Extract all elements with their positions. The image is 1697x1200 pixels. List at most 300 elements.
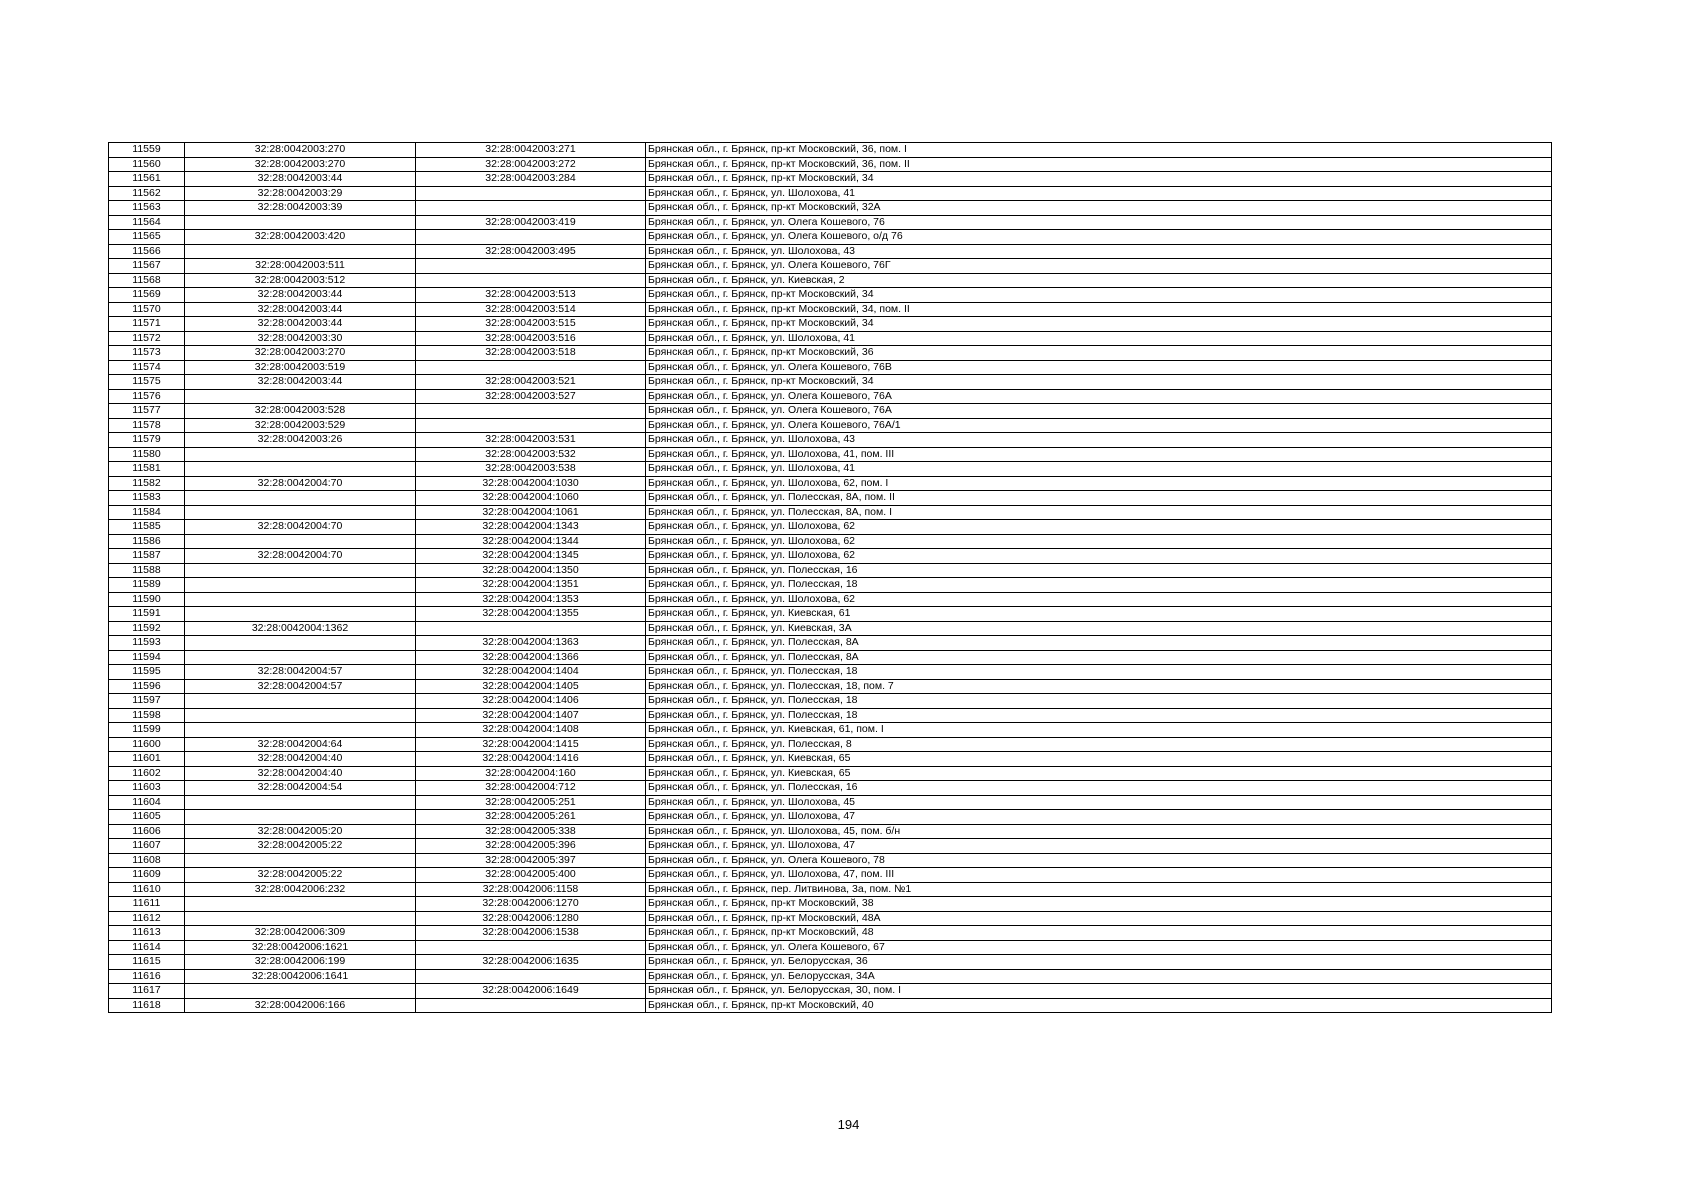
- table-body: [109, 143, 1552, 1013]
- table-row: [109, 636, 1552, 651]
- land-cadastral-number-cell: 32:28:0042006:309: [185, 926, 416, 941]
- land-cadastral-number-cell: 32:28:0042003:270: [185, 143, 416, 158]
- row-number-cell: 11602: [109, 766, 185, 781]
- object-cadastral-number-cell: [416, 201, 646, 216]
- object-cadastral-number-cell: [416, 940, 646, 955]
- row-number-cell: 11615: [109, 955, 185, 970]
- address-cell: Брянская обл., г. Брянск, ул. Киевская, 3А: [646, 621, 1552, 636]
- address-cell: Брянская обл., г. Брянск, ул. Полесская, 8А, пом. II: [646, 491, 1552, 506]
- table-row: [109, 737, 1552, 752]
- address-cell: Брянская обл., г. Брянск, ул. Шолохова, 43: [646, 244, 1552, 259]
- address-cell: Брянская обл., г. Брянск, пр-кт Московский, 34: [646, 172, 1552, 187]
- row-number-cell: 11596: [109, 679, 185, 694]
- land-cadastral-number-cell: 32:28:0042004:40: [185, 766, 416, 781]
- object-cadastral-number-cell: [416, 621, 646, 636]
- land-cadastral-number-cell: [185, 897, 416, 912]
- address-cell: Брянская обл., г. Брянск, ул. Полесская, 18: [646, 708, 1552, 723]
- object-cadastral-number-cell: 32:28:0042003:271: [416, 143, 646, 158]
- table-row: [109, 853, 1552, 868]
- row-number-cell: 11588: [109, 563, 185, 578]
- object-cadastral-number-cell: 32:28:0042004:1350: [416, 563, 646, 578]
- row-number-cell: 11597: [109, 694, 185, 709]
- land-cadastral-number-cell: 32:28:0042006:232: [185, 882, 416, 897]
- land-cadastral-number-cell: [185, 244, 416, 259]
- land-cadastral-number-cell: 32:28:0042004:57: [185, 679, 416, 694]
- object-cadastral-number-cell: 32:28:0042005:261: [416, 810, 646, 825]
- object-cadastral-number-cell: [416, 186, 646, 201]
- object-cadastral-number-cell: 32:28:0042005:397: [416, 853, 646, 868]
- table-row: [109, 534, 1552, 549]
- object-cadastral-number-cell: 32:28:0042003:521: [416, 375, 646, 390]
- row-number-cell: 11582: [109, 476, 185, 491]
- row-number-cell: 11562: [109, 186, 185, 201]
- address-cell: Брянская обл., г. Брянск, ул. Полесская, 8А: [646, 636, 1552, 651]
- land-cadastral-number-cell: [185, 563, 416, 578]
- address-cell: Брянская обл., г. Брянск, ул. Олега Кошевого, 76В: [646, 360, 1552, 375]
- land-cadastral-number-cell: 32:28:0042004:54: [185, 781, 416, 796]
- land-cadastral-number-cell: [185, 708, 416, 723]
- address-cell: Брянская обл., г. Брянск, пер. Литвинова, 3а, пом. №1: [646, 882, 1552, 897]
- land-cadastral-number-cell: 32:28:0042003:511: [185, 259, 416, 274]
- land-cadastral-number-cell: 32:28:0042006:1621: [185, 940, 416, 955]
- object-cadastral-number-cell: 32:28:0042006:1270: [416, 897, 646, 912]
- object-cadastral-number-cell: 32:28:0042004:1345: [416, 549, 646, 564]
- land-cadastral-number-cell: 32:28:0042003:29: [185, 186, 416, 201]
- table-row: [109, 215, 1552, 230]
- address-cell: Брянская обл., г. Брянск, пр-кт Московский, 38: [646, 897, 1552, 912]
- row-number-cell: 11603: [109, 781, 185, 796]
- land-cadastral-number-cell: 32:28:0042003:528: [185, 404, 416, 419]
- row-number-cell: 11593: [109, 636, 185, 651]
- row-number-cell: 11590: [109, 592, 185, 607]
- land-cadastral-number-cell: [185, 462, 416, 477]
- address-cell: Брянская обл., г. Брянск, пр-кт Московский, 36, пом. II: [646, 157, 1552, 172]
- object-cadastral-number-cell: 32:28:0042004:1060: [416, 491, 646, 506]
- address-cell: Брянская обл., г. Брянск, ул. Киевская, 61, пом. I: [646, 723, 1552, 738]
- row-number-cell: 11595: [109, 665, 185, 680]
- table-row: [109, 795, 1552, 810]
- table-row: [109, 157, 1552, 172]
- table-row: [109, 230, 1552, 245]
- row-number-cell: 11614: [109, 940, 185, 955]
- object-cadastral-number-cell: 32:28:0042003:495: [416, 244, 646, 259]
- object-cadastral-number-cell: 32:28:0042003:518: [416, 346, 646, 361]
- land-cadastral-number-cell: [185, 534, 416, 549]
- object-cadastral-number-cell: 32:28:0042004:1416: [416, 752, 646, 767]
- table-row: [109, 824, 1552, 839]
- row-number-cell: 11607: [109, 839, 185, 854]
- address-cell: Брянская обл., г. Брянск, ул. Шолохова, 41: [646, 186, 1552, 201]
- object-cadastral-number-cell: 32:28:0042004:1406: [416, 694, 646, 709]
- table-row: [109, 462, 1552, 477]
- object-cadastral-number-cell: 32:28:0042003:514: [416, 302, 646, 317]
- address-cell: Брянская обл., г. Брянск, ул. Олега Кошевого, 78: [646, 853, 1552, 868]
- land-cadastral-number-cell: 32:28:0042003:44: [185, 375, 416, 390]
- row-number-cell: 11570: [109, 302, 185, 317]
- object-cadastral-number-cell: 32:28:0042005:400: [416, 868, 646, 883]
- land-cadastral-number-cell: 32:28:0042003:44: [185, 302, 416, 317]
- table-row: [109, 418, 1552, 433]
- table-row: [109, 578, 1552, 593]
- row-number-cell: 11611: [109, 897, 185, 912]
- address-cell: Брянская обл., г. Брянск, ул. Полесская, 18: [646, 665, 1552, 680]
- land-cadastral-number-cell: [185, 694, 416, 709]
- land-cadastral-number-cell: 32:28:0042004:40: [185, 752, 416, 767]
- row-number-cell: 11578: [109, 418, 185, 433]
- address-cell: Брянская обл., г. Брянск, ул. Шолохова, 62: [646, 520, 1552, 535]
- address-cell: Брянская обл., г. Брянск, ул. Полесская, 18: [646, 694, 1552, 709]
- row-number-cell: 11580: [109, 447, 185, 462]
- address-cell: Брянская обл., г. Брянск, ул. Шолохова, 47: [646, 810, 1552, 825]
- table-row: [109, 766, 1552, 781]
- land-cadastral-number-cell: 32:28:0042004:57: [185, 665, 416, 680]
- address-cell: Брянская обл., г. Брянск, ул. Олега Кошевого, 76: [646, 215, 1552, 230]
- land-cadastral-number-cell: [185, 592, 416, 607]
- address-cell: Брянская обл., г. Брянск, ул. Шолохова, 47, пом. III: [646, 868, 1552, 883]
- address-cell: Брянская обл., г. Брянск, ул. Шолохова, 62: [646, 534, 1552, 549]
- table-row: [109, 360, 1552, 375]
- table-row: [109, 331, 1552, 346]
- table-row: [109, 288, 1552, 303]
- row-number-cell: 11559: [109, 143, 185, 158]
- table-row: [109, 998, 1552, 1013]
- object-cadastral-number-cell: 32:28:0042003:527: [416, 389, 646, 404]
- land-cadastral-number-cell: [185, 505, 416, 520]
- address-cell: Брянская обл., г. Брянск, ул. Полесская, 18, пом. 7: [646, 679, 1552, 694]
- object-cadastral-number-cell: 32:28:0042006:1538: [416, 926, 646, 941]
- table-row: [109, 723, 1552, 738]
- address-cell: Брянская обл., г. Брянск, ул. Олега Кошевого, 76А/1: [646, 418, 1552, 433]
- address-cell: Брянская обл., г. Брянск, пр-кт Московский, 48: [646, 926, 1552, 941]
- table-row: [109, 317, 1552, 332]
- table-row: [109, 549, 1552, 564]
- address-cell: Брянская обл., г. Брянск, пр-кт Московский, 36: [646, 346, 1552, 361]
- address-cell: Брянская обл., г. Брянск, ул. Олега Кошевого, 76А: [646, 404, 1552, 419]
- row-number-cell: 11569: [109, 288, 185, 303]
- land-cadastral-number-cell: [185, 723, 416, 738]
- land-cadastral-number-cell: 32:28:0042005:20: [185, 824, 416, 839]
- table-row: [109, 520, 1552, 535]
- table-row: [109, 244, 1552, 259]
- land-cadastral-number-cell: 32:28:0042005:22: [185, 868, 416, 883]
- object-cadastral-number-cell: 32:28:0042003:516: [416, 331, 646, 346]
- row-number-cell: 11605: [109, 810, 185, 825]
- table-row: [109, 607, 1552, 622]
- table-row: [109, 592, 1552, 607]
- row-number-cell: 11608: [109, 853, 185, 868]
- row-number-cell: 11571: [109, 317, 185, 332]
- object-cadastral-number-cell: 32:28:0042004:1415: [416, 737, 646, 752]
- object-cadastral-number-cell: 32:28:0042003:532: [416, 447, 646, 462]
- address-cell: Брянская обл., г. Брянск, пр-кт Московский, 34: [646, 317, 1552, 332]
- table-row: [109, 781, 1552, 796]
- row-number-cell: 11579: [109, 433, 185, 448]
- row-number-cell: 11566: [109, 244, 185, 259]
- address-cell: Брянская обл., г. Брянск, пр-кт Московский, 32А: [646, 201, 1552, 216]
- land-cadastral-number-cell: 32:28:0042003:270: [185, 346, 416, 361]
- row-number-cell: 11587: [109, 549, 185, 564]
- table-row: [109, 926, 1552, 941]
- address-cell: Брянская обл., г. Брянск, ул. Киевская, 65: [646, 766, 1552, 781]
- address-cell: Брянская обл., г. Брянск, пр-кт Московский, 36, пом. I: [646, 143, 1552, 158]
- table-row: [109, 984, 1552, 999]
- object-cadastral-number-cell: 32:28:0042004:1408: [416, 723, 646, 738]
- land-cadastral-number-cell: 32:28:0042003:420: [185, 230, 416, 245]
- object-cadastral-number-cell: 32:28:0042004:712: [416, 781, 646, 796]
- object-cadastral-number-cell: 32:28:0042004:1351: [416, 578, 646, 593]
- land-cadastral-number-cell: [185, 795, 416, 810]
- table-row: [109, 302, 1552, 317]
- land-cadastral-number-cell: [185, 853, 416, 868]
- property-table: [108, 142, 1552, 1013]
- row-number-cell: 11609: [109, 868, 185, 883]
- object-cadastral-number-cell: 32:28:0042005:396: [416, 839, 646, 854]
- table-row: [109, 273, 1552, 288]
- land-cadastral-number-cell: 32:28:0042003:44: [185, 317, 416, 332]
- address-cell: Брянская обл., г. Брянск, ул. Белорусская, 36: [646, 955, 1552, 970]
- address-cell: Брянская обл., г. Брянск, пр-кт Московский, 34: [646, 288, 1552, 303]
- address-cell: Брянская обл., г. Брянск, ул. Шолохова, 62: [646, 592, 1552, 607]
- land-cadastral-number-cell: [185, 636, 416, 651]
- row-number-cell: 11567: [109, 259, 185, 274]
- row-number-cell: 11581: [109, 462, 185, 477]
- address-cell: Брянская обл., г. Брянск, ул. Олега Кошевого, 76Г: [646, 259, 1552, 274]
- table-row: [109, 172, 1552, 187]
- row-number-cell: 11574: [109, 360, 185, 375]
- table-row: [109, 143, 1552, 158]
- land-cadastral-number-cell: [185, 607, 416, 622]
- object-cadastral-number-cell: 32:28:0042004:1363: [416, 636, 646, 651]
- address-cell: Брянская обл., г. Брянск, ул. Полесская, 18: [646, 578, 1552, 593]
- table-row: [109, 708, 1552, 723]
- land-cadastral-number-cell: 32:28:0042003:270: [185, 157, 416, 172]
- object-cadastral-number-cell: [416, 969, 646, 984]
- row-number-cell: 11613: [109, 926, 185, 941]
- address-cell: Брянская обл., г. Брянск, ул. Олега Кошевого, о/д 76: [646, 230, 1552, 245]
- table-row: [109, 810, 1552, 825]
- table-row: [109, 375, 1552, 390]
- address-cell: Брянская обл., г. Брянск, ул. Шолохова, 62: [646, 549, 1552, 564]
- address-cell: Брянская обл., г. Брянск, ул. Шолохова, 41: [646, 331, 1552, 346]
- table-row: [109, 201, 1552, 216]
- object-cadastral-number-cell: 32:28:0042004:1061: [416, 505, 646, 520]
- object-cadastral-number-cell: 32:28:0042003:515: [416, 317, 646, 332]
- row-number-cell: 11618: [109, 998, 185, 1013]
- row-number-cell: 11604: [109, 795, 185, 810]
- land-cadastral-number-cell: [185, 447, 416, 462]
- address-cell: Брянская обл., г. Брянск, ул. Полесская, 8: [646, 737, 1552, 752]
- table-row: [109, 505, 1552, 520]
- page-number: 194: [837, 1117, 860, 1132]
- row-number-cell: 11591: [109, 607, 185, 622]
- address-cell: Брянская обл., г. Брянск, пр-кт Московский, 34: [646, 375, 1552, 390]
- address-cell: Брянская обл., г. Брянск, ул. Киевская, 2: [646, 273, 1552, 288]
- object-cadastral-number-cell: 32:28:0042004:1355: [416, 607, 646, 622]
- address-cell: Брянская обл., г. Брянск, ул. Шолохова, 41: [646, 462, 1552, 477]
- table-row: [109, 447, 1552, 462]
- row-number-cell: 11599: [109, 723, 185, 738]
- address-cell: Брянская обл., г. Брянск, пр-кт Московский, 40: [646, 998, 1552, 1013]
- land-cadastral-number-cell: [185, 215, 416, 230]
- object-cadastral-number-cell: [416, 418, 646, 433]
- row-number-cell: 11592: [109, 621, 185, 636]
- table-row: [109, 839, 1552, 854]
- table-row: [109, 969, 1552, 984]
- row-number-cell: 11589: [109, 578, 185, 593]
- object-cadastral-number-cell: 32:28:0042004:1344: [416, 534, 646, 549]
- row-number-cell: 11606: [109, 824, 185, 839]
- table-row: [109, 186, 1552, 201]
- land-cadastral-number-cell: 32:28:0042004:1362: [185, 621, 416, 636]
- row-number-cell: 11583: [109, 491, 185, 506]
- table-row: [109, 346, 1552, 361]
- table-row: [109, 911, 1552, 926]
- row-number-cell: 11565: [109, 230, 185, 245]
- object-cadastral-number-cell: 32:28:0042003:419: [416, 215, 646, 230]
- address-cell: Брянская обл., г. Брянск, ул. Олега Кошевого, 67: [646, 940, 1552, 955]
- land-cadastral-number-cell: 32:28:0042003:519: [185, 360, 416, 375]
- object-cadastral-number-cell: 32:28:0042004:1030: [416, 476, 646, 491]
- object-cadastral-number-cell: 32:28:0042004:1404: [416, 665, 646, 680]
- land-cadastral-number-cell: [185, 810, 416, 825]
- object-cadastral-number-cell: 32:28:0042003:284: [416, 172, 646, 187]
- row-number-cell: 11584: [109, 505, 185, 520]
- address-cell: Брянская обл., г. Брянск, ул. Шолохова, 45, пом. б/н: [646, 824, 1552, 839]
- row-number-cell: 11612: [109, 911, 185, 926]
- table-row: [109, 621, 1552, 636]
- row-number-cell: 11576: [109, 389, 185, 404]
- table-row: [109, 679, 1552, 694]
- land-cadastral-number-cell: 32:28:0042005:22: [185, 839, 416, 854]
- table-row: [109, 259, 1552, 274]
- table-row: [109, 940, 1552, 955]
- table-row: [109, 389, 1552, 404]
- object-cadastral-number-cell: [416, 360, 646, 375]
- object-cadastral-number-cell: 32:28:0042005:338: [416, 824, 646, 839]
- table-row: [109, 650, 1552, 665]
- object-cadastral-number-cell: [416, 998, 646, 1013]
- address-cell: Брянская обл., г. Брянск, пр-кт Московский, 34, пом. II: [646, 302, 1552, 317]
- object-cadastral-number-cell: 32:28:0042006:1649: [416, 984, 646, 999]
- address-cell: Брянская обл., г. Брянск, пр-кт Московский, 48А: [646, 911, 1552, 926]
- table-row: [109, 491, 1552, 506]
- row-number-cell: 11610: [109, 882, 185, 897]
- land-cadastral-number-cell: 32:28:0042004:70: [185, 520, 416, 535]
- object-cadastral-number-cell: [416, 273, 646, 288]
- row-number-cell: 11577: [109, 404, 185, 419]
- address-cell: Брянская обл., г. Брянск, ул. Полесская, 8А: [646, 650, 1552, 665]
- land-cadastral-number-cell: 32:28:0042003:512: [185, 273, 416, 288]
- address-cell: Брянская обл., г. Брянск, ул. Полесская, 16: [646, 781, 1552, 796]
- table-row: [109, 563, 1552, 578]
- row-number-cell: 11616: [109, 969, 185, 984]
- row-number-cell: 11586: [109, 534, 185, 549]
- row-number-cell: 11564: [109, 215, 185, 230]
- land-cadastral-number-cell: [185, 389, 416, 404]
- land-cadastral-number-cell: 32:28:0042004:64: [185, 737, 416, 752]
- address-cell: Брянская обл., г. Брянск, ул. Шолохова, 62, пом. I: [646, 476, 1552, 491]
- table-row: [109, 868, 1552, 883]
- object-cadastral-number-cell: 32:28:0042006:1158: [416, 882, 646, 897]
- row-number-cell: 11572: [109, 331, 185, 346]
- object-cadastral-number-cell: [416, 404, 646, 419]
- table-row: [109, 897, 1552, 912]
- row-number-cell: 11563: [109, 201, 185, 216]
- land-cadastral-number-cell: 32:28:0042003:44: [185, 172, 416, 187]
- address-cell: Брянская обл., г. Брянск, ул. Шолохова, 47: [646, 839, 1552, 854]
- object-cadastral-number-cell: 32:28:0042004:160: [416, 766, 646, 781]
- land-cadastral-number-cell: [185, 984, 416, 999]
- table-row: [109, 752, 1552, 767]
- land-cadastral-number-cell: 32:28:0042003:44: [185, 288, 416, 303]
- address-cell: Брянская обл., г. Брянск, ул. Шолохова, 43: [646, 433, 1552, 448]
- object-cadastral-number-cell: 32:28:0042003:272: [416, 157, 646, 172]
- row-number-cell: 11585: [109, 520, 185, 535]
- land-cadastral-number-cell: [185, 650, 416, 665]
- address-cell: Брянская обл., г. Брянск, ул. Белорусская, 34А: [646, 969, 1552, 984]
- land-cadastral-number-cell: 32:28:0042003:529: [185, 418, 416, 433]
- address-cell: Брянская обл., г. Брянск, ул. Олега Кошевого, 76А: [646, 389, 1552, 404]
- land-cadastral-number-cell: 32:28:0042006:1641: [185, 969, 416, 984]
- land-cadastral-number-cell: 32:28:0042003:39: [185, 201, 416, 216]
- land-cadastral-number-cell: 32:28:0042004:70: [185, 476, 416, 491]
- row-number-cell: 11600: [109, 737, 185, 752]
- table-row: [109, 433, 1552, 448]
- row-number-cell: 11561: [109, 172, 185, 187]
- object-cadastral-number-cell: 32:28:0042003:538: [416, 462, 646, 477]
- object-cadastral-number-cell: 32:28:0042004:1343: [416, 520, 646, 535]
- table-row: [109, 955, 1552, 970]
- object-cadastral-number-cell: [416, 259, 646, 274]
- object-cadastral-number-cell: 32:28:0042003:513: [416, 288, 646, 303]
- address-cell: Брянская обл., г. Брянск, ул. Полесская, 8А, пом. I: [646, 505, 1552, 520]
- land-cadastral-number-cell: [185, 578, 416, 593]
- object-cadastral-number-cell: 32:28:0042005:251: [416, 795, 646, 810]
- table-row: [109, 694, 1552, 709]
- land-cadastral-number-cell: [185, 491, 416, 506]
- land-cadastral-number-cell: 32:28:0042006:199: [185, 955, 416, 970]
- address-cell: Брянская обл., г. Брянск, ул. Киевская, 61: [646, 607, 1552, 622]
- row-number-cell: 11573: [109, 346, 185, 361]
- table-row: [109, 882, 1552, 897]
- row-number-cell: 11560: [109, 157, 185, 172]
- table-row: [109, 665, 1552, 680]
- land-cadastral-number-cell: 32:28:0042004:70: [185, 549, 416, 564]
- object-cadastral-number-cell: [416, 230, 646, 245]
- row-number-cell: 11598: [109, 708, 185, 723]
- table-row: [109, 476, 1552, 491]
- address-cell: Брянская обл., г. Брянск, ул. Шолохова, 41, пом. III: [646, 447, 1552, 462]
- object-cadastral-number-cell: 32:28:0042004:1407: [416, 708, 646, 723]
- object-cadastral-number-cell: 32:28:0042004:1353: [416, 592, 646, 607]
- row-number-cell: 11575: [109, 375, 185, 390]
- row-number-cell: 11617: [109, 984, 185, 999]
- object-cadastral-number-cell: 32:28:0042004:1366: [416, 650, 646, 665]
- land-cadastral-number-cell: 32:28:0042006:166: [185, 998, 416, 1013]
- address-cell: Брянская обл., г. Брянск, ул. Киевская, 65: [646, 752, 1552, 767]
- land-cadastral-number-cell: [185, 911, 416, 926]
- land-cadastral-number-cell: 32:28:0042003:30: [185, 331, 416, 346]
- object-cadastral-number-cell: 32:28:0042006:1635: [416, 955, 646, 970]
- object-cadastral-number-cell: 32:28:0042003:531: [416, 433, 646, 448]
- table-row: [109, 404, 1552, 419]
- row-number-cell: 11601: [109, 752, 185, 767]
- row-number-cell: 11568: [109, 273, 185, 288]
- address-cell: Брянская обл., г. Брянск, ул. Шолохова, 45: [646, 795, 1552, 810]
- land-cadastral-number-cell: 32:28:0042003:26: [185, 433, 416, 448]
- row-number-cell: 11594: [109, 650, 185, 665]
- address-cell: Брянская обл., г. Брянск, ул. Полесская, 16: [646, 563, 1552, 578]
